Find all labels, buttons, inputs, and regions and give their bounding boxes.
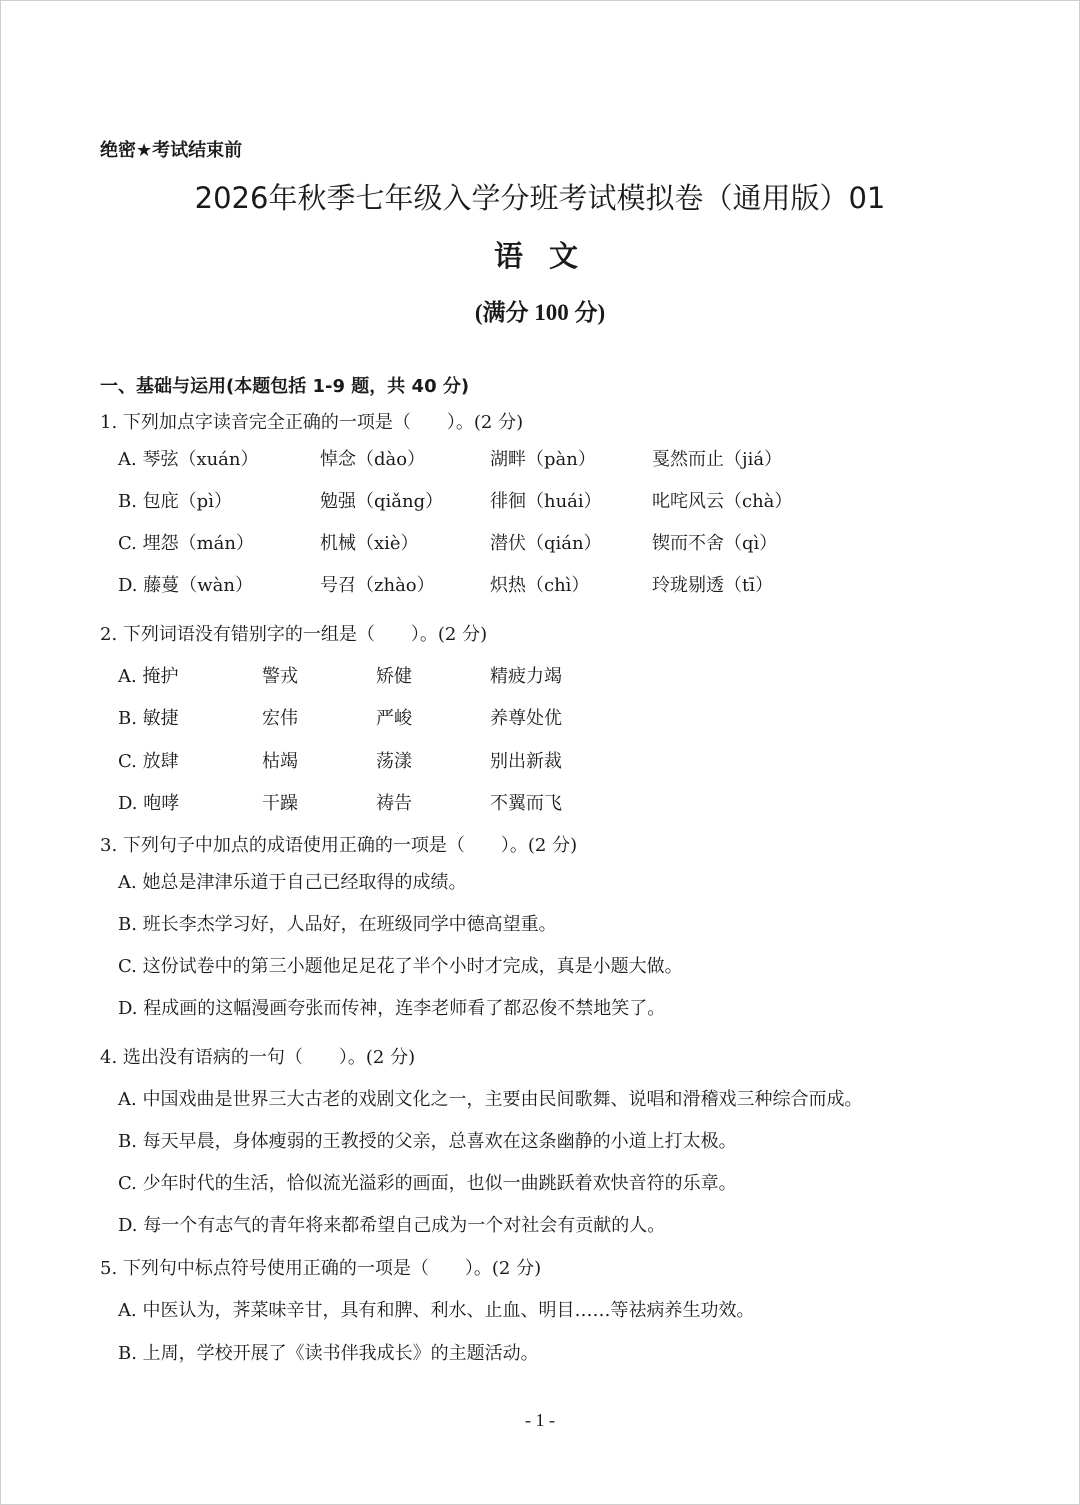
q4-option-b: B. 每天早晨，身体瘦弱的王教授的父亲，总喜欢在这条幽静的小道上打太极。 <box>118 1131 737 1152</box>
q3-option-c: C. 这份试卷中的第三小题他足足花了半个小时才完成，真是小题大做。 <box>118 956 683 977</box>
q2-option-a-4: 精疲力竭 <box>490 666 562 687</box>
subject-title: 语 文 <box>493 239 587 273</box>
q4-option-a: A. 中国戏曲是世界三大古老的戏剧文化之一，主要由民间歌舞、说唱和滑稽戏三种综合而成。 <box>118 1089 863 1110</box>
q2-option-a-1: A. 掩护 <box>118 666 179 687</box>
q1-option-d-2: 号召（zhào） <box>320 575 435 596</box>
q1-option-d-4: 玲珑剔透（tī） <box>652 575 773 596</box>
q2-option-c-3: 荡漾 <box>376 751 412 772</box>
page-number: - 1 - <box>525 1410 555 1430</box>
q2-option-c-1: C. 放肆 <box>118 751 179 772</box>
q2-option-d-2: 干躁 <box>262 793 298 814</box>
q2-option-a-2: 警戎 <box>262 666 298 687</box>
q1-option-b-1: B. 包庇（pì） <box>118 491 232 512</box>
full-score: (满分 100 分) <box>474 300 606 325</box>
q5-option-a: A. 中医认为，荠菜味辛甘，具有和脾、利水、止血、明目……等祛病养生功效。 <box>118 1300 755 1321</box>
q1-option-b-4: 叱咤风云（chà） <box>652 491 793 512</box>
q1-option-c-2: 机械（xiè） <box>320 533 419 554</box>
q2-option-b-2: 宏伟 <box>262 708 298 729</box>
q1-option-d-3: 炽热（chì） <box>490 575 590 596</box>
q3-option-a: A. 她总是津津乐道于自己已经取得的成绩。 <box>118 872 467 893</box>
q2-option-c-2: 枯竭 <box>262 751 298 772</box>
q1-option-a-4: 戛然而止（jiá） <box>652 449 783 470</box>
q2-option-b-3: 严峻 <box>376 708 412 729</box>
q2-option-b-1: B. 敏捷 <box>118 708 179 729</box>
confidential-label: 绝密★考试结束前 <box>100 140 243 161</box>
section-heading: 一、基础与运用(本题包括 1-9 题，共 40 分) <box>100 376 470 397</box>
q2-option-d-3: 祷告 <box>376 793 412 814</box>
q1-option-b-3: 徘徊（huái） <box>490 491 602 512</box>
q1-option-b-2: 勉强（qiǎng） <box>320 491 444 512</box>
question-5-stem: 5. 下列句中标点符号使用正确的一项是（ ）。(2 分) <box>100 1258 542 1279</box>
q2-option-b-4: 养尊处优 <box>490 708 562 729</box>
exam-title: 2026年秋季七年级入学分班考试模拟卷（通用版）01 <box>194 181 886 215</box>
q1-option-a-2: 悼念（dào） <box>320 449 426 470</box>
q2-option-c-4: 别出新裁 <box>490 751 562 772</box>
question-2-stem: 2. 下列词语没有错别字的一组是（ ）。(2 分) <box>100 624 488 645</box>
question-3-stem: 3. 下列句子中加点的成语使用正确的一项是（ ）。(2 分) <box>100 835 578 856</box>
q1-option-a-3: 湖畔（pàn） <box>490 449 596 470</box>
q1-option-d-1: D. 藤蔓（wàn） <box>118 575 253 596</box>
q1-option-c-4: 锲而不舍（qì） <box>652 533 778 554</box>
q3-option-d: D. 程成画的这幅漫画夸张而传神，连李老师看了都忍俊不禁地笑了。 <box>118 998 666 1019</box>
q5-option-b: B. 上周，学校开展了《读书伴我成长》的主题活动。 <box>118 1343 539 1364</box>
q1-option-c-3: 潜伏（qián） <box>490 533 602 554</box>
q4-option-d: D. 每一个有志气的青年将来都希望自己成为一个对社会有贡献的人。 <box>118 1215 666 1236</box>
q3-option-b: B. 班长李杰学习好，人品好，在班级同学中德高望重。 <box>118 914 557 935</box>
q2-option-d-4: 不翼而飞 <box>490 793 562 814</box>
q1-option-a-1: A. 琴弦（xuán） <box>118 449 259 470</box>
question-1-stem: 1. 下列加点字读音完全正确的一项是（ ）。(2 分) <box>100 412 524 433</box>
q2-option-a-3: 矫健 <box>376 666 412 687</box>
q1-option-c-1: C. 埋怨（mán） <box>118 533 254 554</box>
question-4-stem: 4. 选出没有语病的一句（ ）。(2 分) <box>100 1047 416 1068</box>
q2-option-d-1: D. 咆哮 <box>118 793 180 814</box>
q4-option-c: C. 少年时代的生活，恰似流光溢彩的画面，也似一曲跳跃着欢快音符的乐章。 <box>118 1173 737 1194</box>
